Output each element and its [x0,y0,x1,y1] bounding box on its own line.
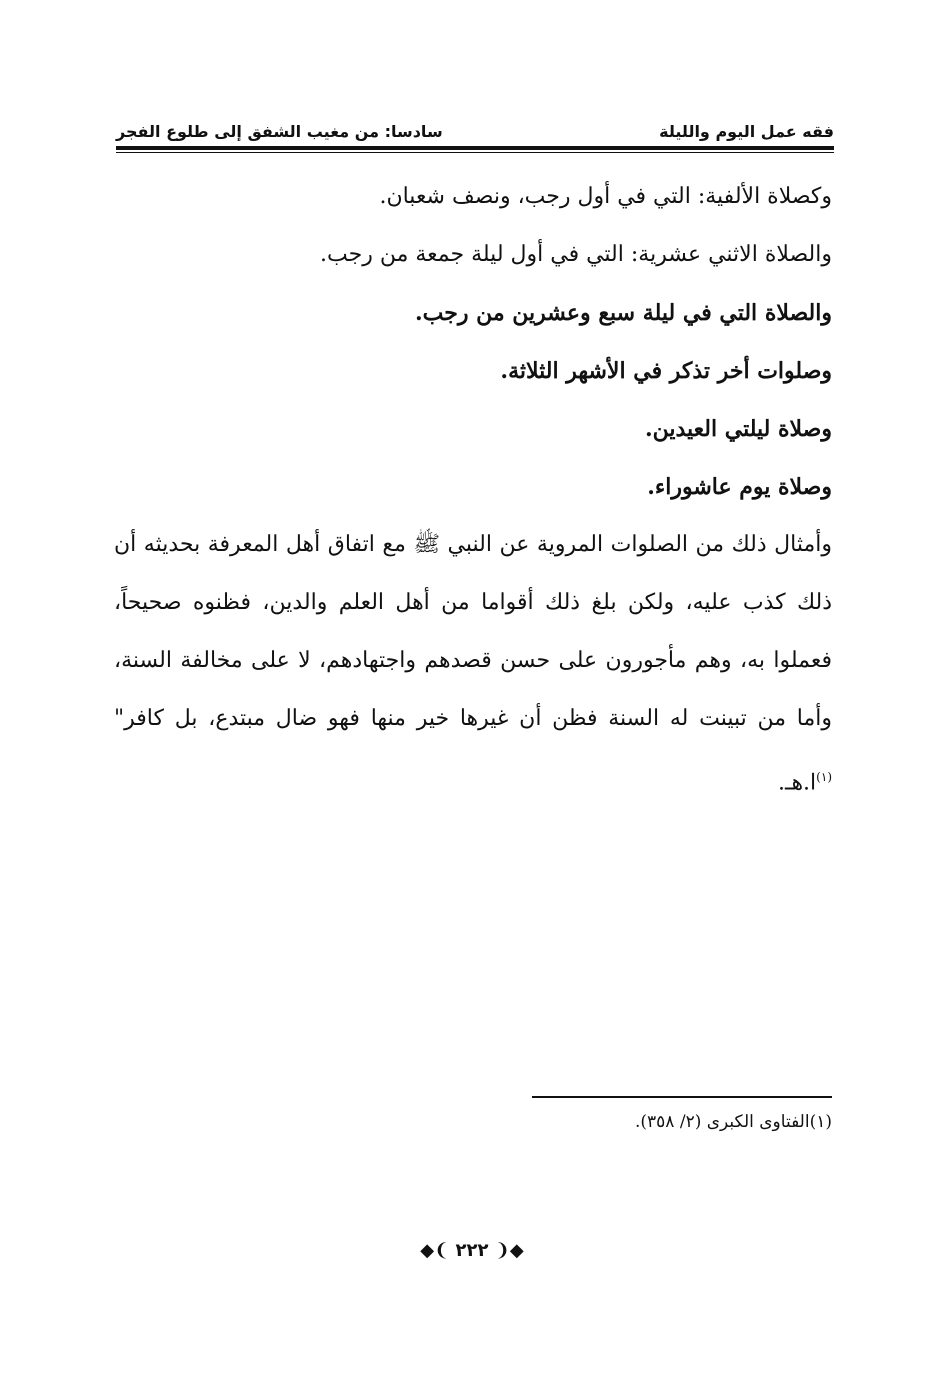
text-line: وصلاة يوم عاشوراء. [647,474,832,500]
footnote: (١)الفتاوى الكبرى (٢/ ٣٥٨). [634,1112,832,1132]
text-line: والصلاة الاثني عشرية: التي في أول ليلة جمعة من رجب. [320,242,832,267]
header-rule-thick [116,146,834,150]
footnote-separator [532,1096,832,1098]
ornament-left-icon: ◆❨ [420,1240,450,1261]
main-paragraph [114,516,832,812]
header-rule-thin [116,152,834,153]
ornament-right-icon: ❩◆ [494,1240,524,1261]
paragraph-text: وأمثال ذلك من الصلوات المروية عن النبي ﷺ مع اتفاق أهل المعرفة بحديثه أن ذلك كذب عليه، ولكن بلغ ذلك أقواما من أهل العلم والدين، فظنوه صحيحاً، فعملوا به، وهم مأجورون على حسن قصدهم واجتهادهم، لا على مخالفة السنة، وأما من تبينت له السنة فظن أن غيرها خير منها فهو ضال مبتدع، بل كافر" [114,532,832,731]
footnote-reference[interactable]: (١) [816,770,832,784]
main-text [114,168,832,812]
text-line: وصلاة ليلتي العيدين. [644,416,832,442]
section-title: سادسا: من مغيب الشفق إلى طلوع الفجر [116,121,443,141]
running-header [116,118,834,144]
paragraph-end: ا.هـ. [778,770,817,796]
page-number-block [0,1240,944,1261]
text-line: والصلاة التي في ليلة سبع وعشرين من رجب. [414,300,832,326]
book-title: فقه عمل اليوم والليلة [659,121,834,141]
text-line: وكصلاة الألفية: التي في أول رجب، ونصف شعبان. [379,184,832,209]
text-line: وصلوات أخر تذكر في الأشهر الثلاثة. [500,358,832,384]
page-number: ٢٢٢ [455,1240,489,1261]
